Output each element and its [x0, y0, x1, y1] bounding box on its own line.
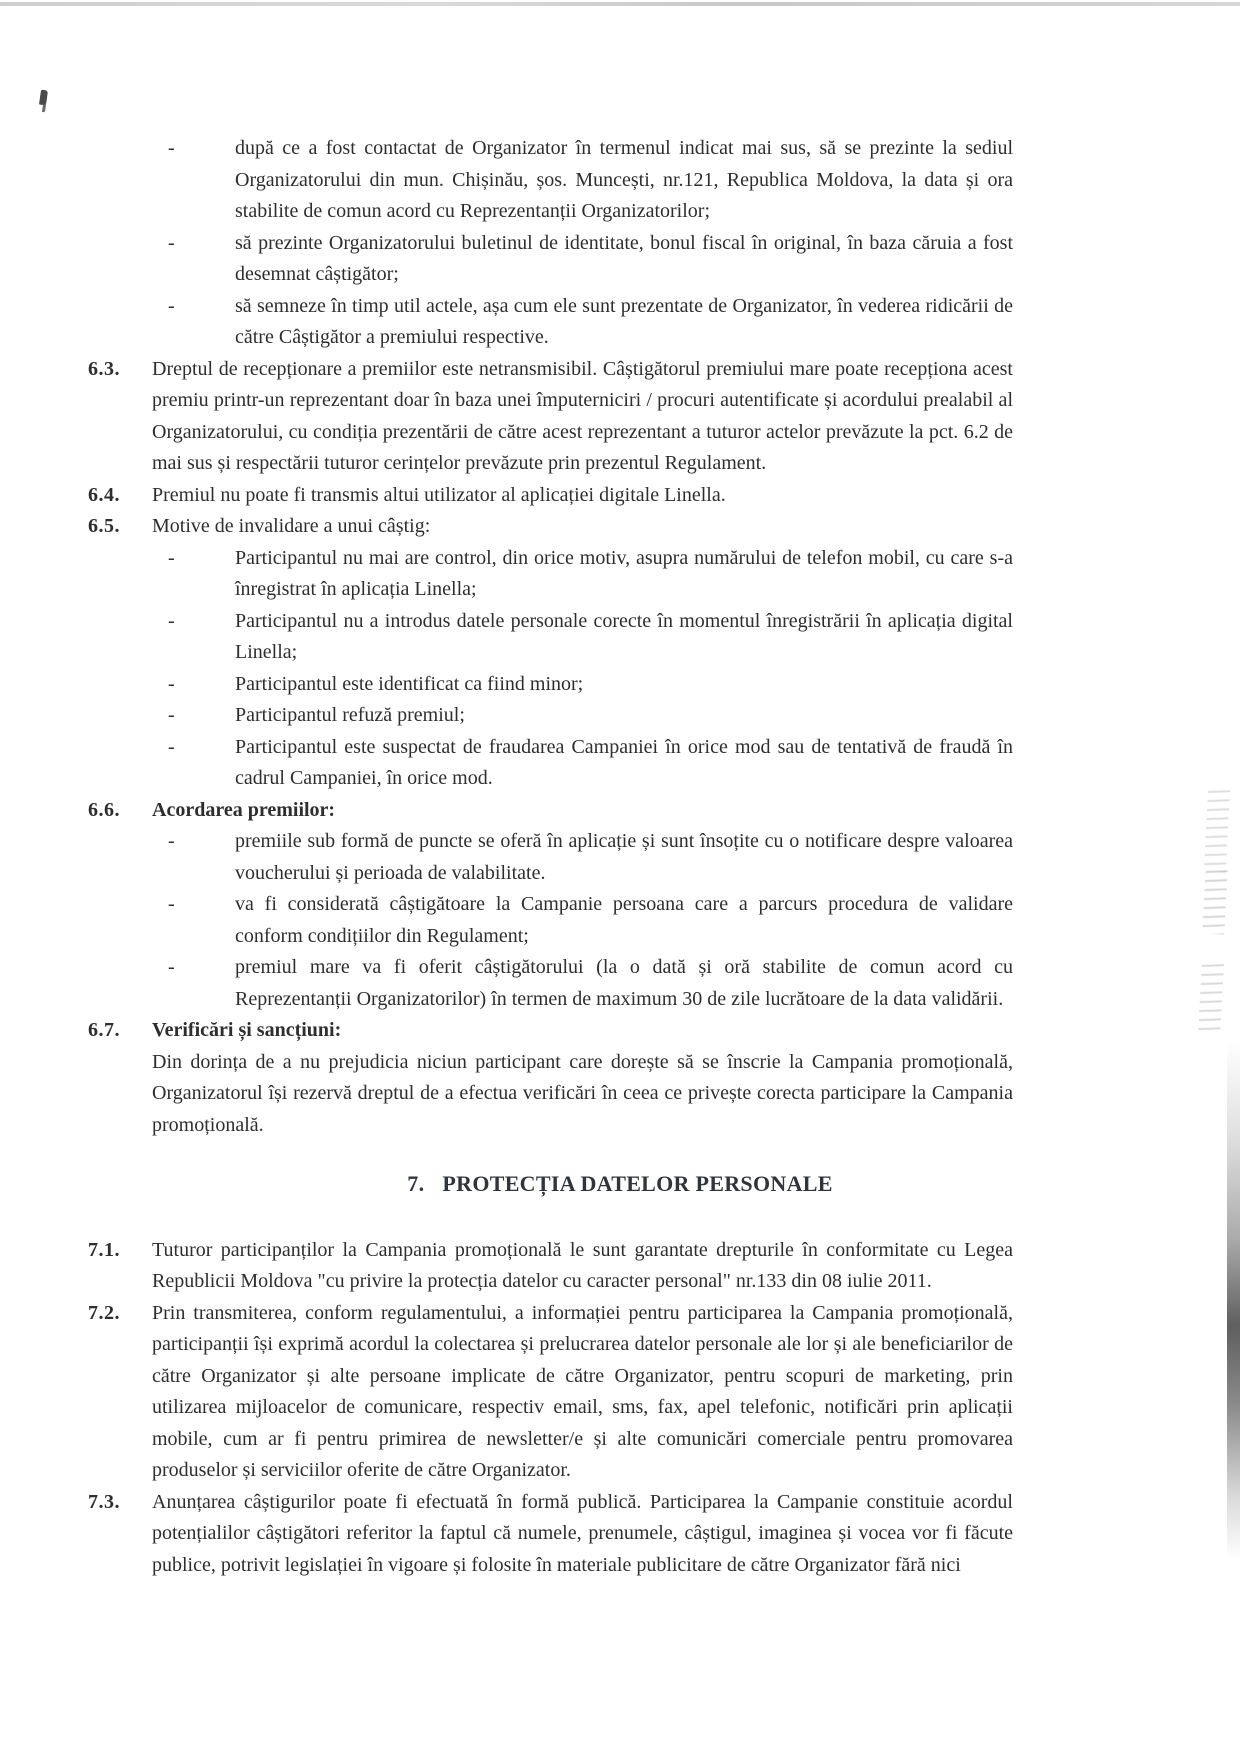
section-number: 6.7. — [88, 1019, 120, 1041]
margin-handwriting-artifact — [1198, 961, 1224, 1034]
section-7-1 — [88, 1235, 1013, 1298]
bullet-marker: - — [168, 231, 175, 254]
bullet-marker: - — [168, 294, 175, 317]
list-item-text: Participantul este identificat ca fiind minor; — [235, 672, 584, 695]
list-item-text: Participantul refuză premiul; — [235, 704, 465, 726]
bullet-marker: - — [168, 830, 175, 852]
ink-speck-artifact — [39, 90, 48, 106]
chapter-number: 7. — [407, 1171, 425, 1196]
list-item-text: după ce a fost contactat de Organizator în termenul indicat mai sus, să se prezinte la sediul Organizatorului din mun. Chișinău, șos. Muncești, nr.121, Republica Moldova, la data și ora stabilite de comun acord cu Reprezentanții Organizatorilor; — [235, 137, 1013, 222]
section-text: Prin transmiterea, conform regulamentului, a informației pentru participarea la Campania promoțională, participanții își exprimă acordul la colectarea și prelucrarea datelor personale ale lor și ale beneficiarilor de către Organizator și alte persoane implicate de către Organizator, pentru scopuri de marketing, prin utilizarea mijloacelor de comunicare, respectiv email, sms, fax, apel telefonic, notificări prin aplicații mobile, cum ar fi pentru primirea de newsletter/e și alte comunicări comerciale pentru promovarea produselor și serviciilor oferite de către Organizator. — [152, 1301, 1013, 1481]
section-text: Anunțarea câștigurilor poate fi efectuată în formă publică. Participarea la Campanie constituie acordul potențialilor câștigători referitor la faptul că numele, prenumele, câștigul, imaginea și vocea vor fi făcute publice, potrivit legislației în vigoare și folosite în materiale publicitare de către Organizator fără nici — [152, 1490, 1013, 1576]
list-item — [152, 133, 1013, 228]
scan-shadow-artifact — [1227, 1040, 1240, 1560]
list-item-text: Participantul este suspectat de fraudarea Campaniei în orice mod sau de tentativă de fraudă în cadrul Campaniei, în orice mod. — [235, 735, 1013, 789]
bullet-marker: - — [168, 893, 175, 915]
bullet-marker: - — [168, 137, 175, 159]
section-text: Premiul nu poate fi transmis altui utilizator al aplicației digitale Linella. — [152, 483, 726, 506]
section-number: 6.6. — [88, 798, 120, 821]
section-number: 6.5. — [88, 515, 120, 537]
bullet-marker: - — [168, 735, 175, 758]
section-text: Tuturor participanților la Campania promoțională le sunt garantate drepturile în conformitate cu Legea Republicii Moldova "cu privire la protecția datelor cu caracter personal" nr.133 din 08 iulie 2011. — [152, 1238, 1013, 1292]
chapter-title: PROTECȚIA DATELOR PERSONALE — [442, 1171, 833, 1196]
section-number: 7.1. — [88, 1238, 120, 1261]
list-item-text: premiul mare va fi oferit câștigătorului (la o dată și oră stabilite de comun acord cu Reprezentanții Organizatorilor) în termen de maximum 30 de zile lucrătoare de la data validării. — [235, 956, 1013, 1010]
section-lead-text: Motive de invalidare a unui câștig: — [152, 515, 431, 537]
scan-edge-line — [0, 2, 1240, 6]
list-item — [152, 732, 1013, 795]
list-item-text: premiile sub formă de puncte se oferă în aplicație și sunt însoțite cu o notificare despre valoarea voucherului și perioada de valabilitate. — [235, 830, 1013, 884]
list-item-text: să semneze în timp util actele, așa cum ele sunt prezentate de Organizator, în vederea ridicării de către Câștigător a premiului respective. — [235, 294, 1013, 348]
list-item — [152, 543, 1013, 606]
section-6-6 — [88, 795, 1013, 1016]
list-item — [152, 889, 1013, 952]
section-number: 6.3. — [88, 357, 120, 380]
list-item — [152, 669, 1013, 701]
section-6-7 — [88, 1015, 1013, 1141]
bullet-marker: - — [168, 704, 175, 726]
section-number: 6.4. — [88, 483, 120, 506]
list-item-text: va fi considerată câștigătoare la Campanie persoana care a parcurs procedura de validare conform condițiilor din Regulament; — [235, 893, 1013, 947]
list-item — [152, 826, 1013, 889]
section-6-4 — [88, 480, 1013, 512]
section-text: Dreptul de recepționare a premiilor este netransmisibil. Câștigătorul premiului mare poate recepționa acest premiu printr-un reprezentant doar în baza unei împuterniciri / procuri autentificate și acordului prealabil al Organizatorului, cu condiția prezentării de către acest reprezentant a tuturor actelor prevăzute la pct. 6.2 de mai sus și respectării tuturor cerințelor prevăzute prin prezentul Regulament. — [152, 357, 1013, 474]
list-item — [152, 228, 1013, 291]
document-content — [88, 133, 1013, 1581]
bullet-marker: - — [168, 956, 175, 978]
list-item-text: Participantul nu mai are control, din orice motiv, asupra numărului de telefon mobil, cu care s-a înregistrat în aplicația Linella; — [235, 546, 1013, 600]
list-item-text: Participantul nu a introdus datele personale corecte în momentul înregistrării în aplicația digital Linella; — [235, 609, 1013, 663]
bullet-marker: - — [168, 546, 175, 569]
section-number: 7.2. — [88, 1301, 120, 1324]
bullet-marker: - — [168, 672, 175, 695]
chapter-heading — [0, 1168, 1240, 1200]
list-item — [152, 291, 1013, 354]
margin-handwriting-artifact — [1202, 867, 1227, 934]
list-item — [152, 700, 1013, 732]
section-7-3 — [88, 1487, 1013, 1582]
section-6-3 — [88, 354, 1013, 480]
section-heading: Verificări și sancțiuni: — [152, 1019, 342, 1041]
list-item — [152, 952, 1013, 1015]
bullet-marker: - — [168, 609, 175, 632]
intro-bullet-list — [88, 133, 1013, 354]
margin-handwriting-artifact — [1204, 787, 1230, 872]
section-heading: Acordarea premiilor: — [152, 798, 336, 821]
list-item — [152, 606, 1013, 669]
section-6-5 — [88, 511, 1013, 795]
list-item-text: să prezinte Organizatorului buletinul de identitate, bonul fiscal în original, în baza căruia a fost desemnat câștigător; — [235, 231, 1013, 285]
section-number: 7.3. — [88, 1490, 120, 1513]
section-text: Din dorința de a nu prejudicia niciun participant care dorește să se înscrie la Campania promoțională, Organizatorul își rezervă dreptul de a efectua verificări în ceea ce privește corecta participare la Campania promoțională. — [152, 1050, 1013, 1136]
section-7-2 — [88, 1298, 1013, 1487]
